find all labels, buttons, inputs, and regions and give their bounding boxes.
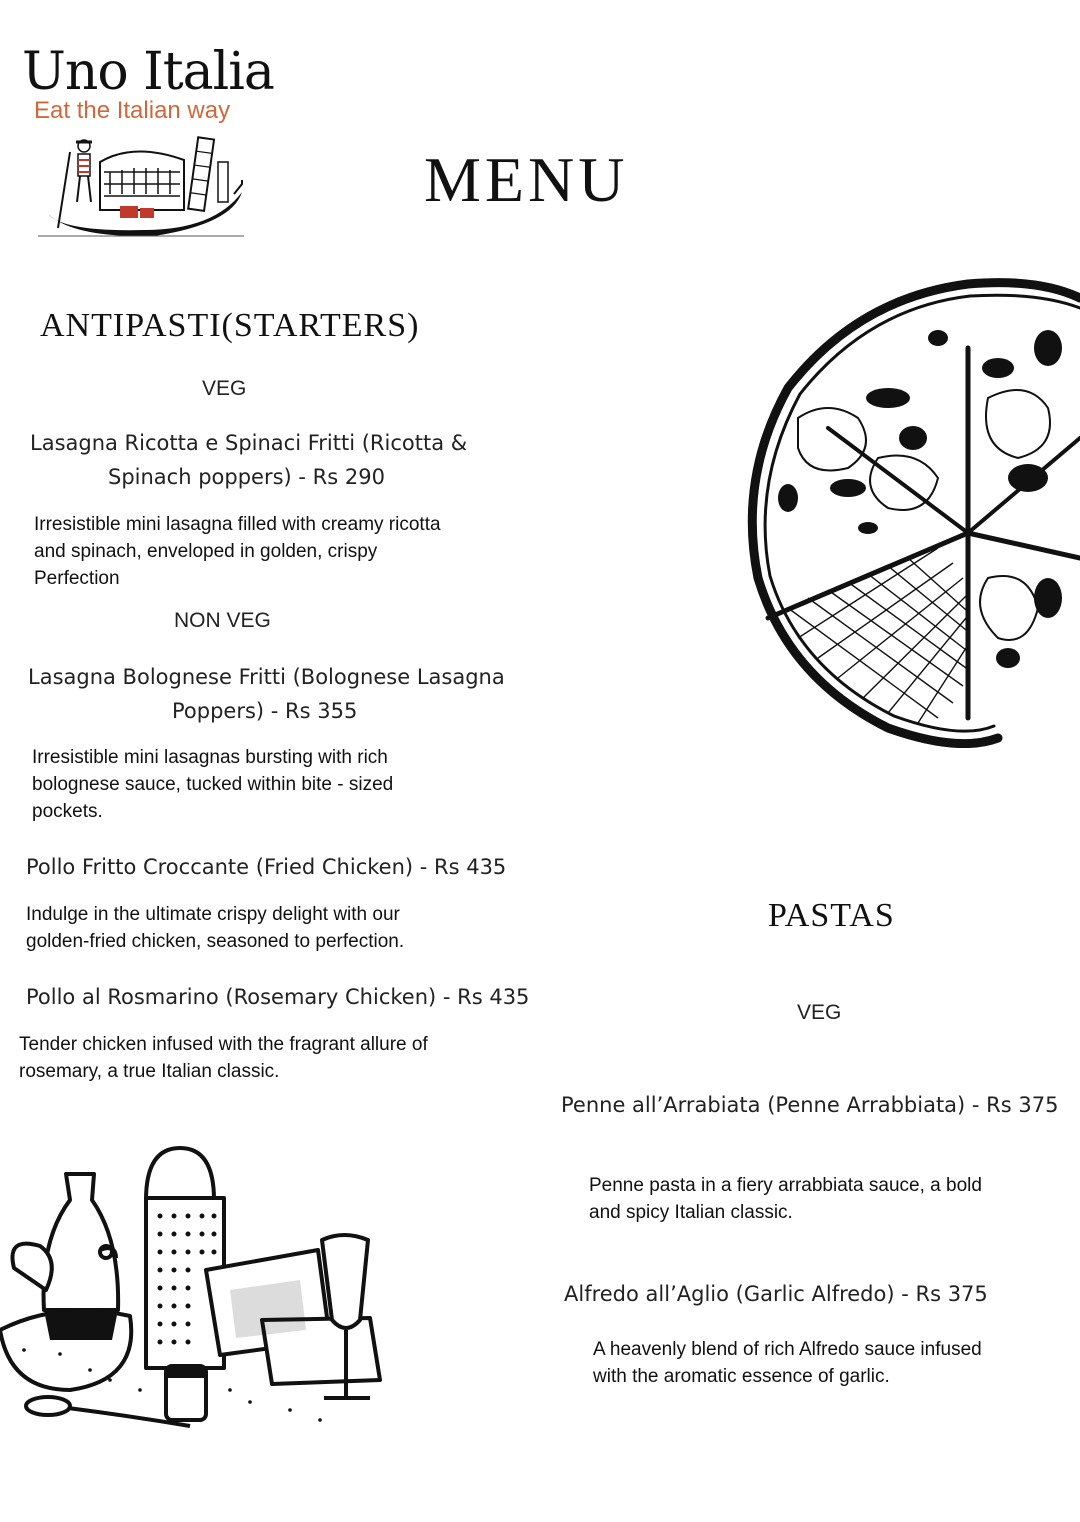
dish-description: Tender chicken infused with the fragrant allure of rosemary, a true Italian classic. bbox=[19, 1034, 428, 1082]
dish-name: Penne all’Arrabiata (Penne Arrabbiata) - Rs 375 bbox=[561, 1093, 1059, 1117]
pastas-title: PASTAS bbox=[768, 897, 895, 934]
dish-description: A heavenly blend of rich Alfredo sauce infused with the aromatic essence of garlic. bbox=[593, 1339, 982, 1387]
dish-description: Irresistible mini lasagna filled with creamy ricotta and spinach, enveloped in golden, crispy Perfection bbox=[34, 514, 441, 589]
kitchenware-sketch-illustration-icon bbox=[0, 1140, 400, 1440]
antipasti-nonveg-label: NON VEG bbox=[174, 609, 271, 632]
antipasti-veg-label: VEG bbox=[202, 377, 247, 400]
dish-description: Penne pasta in a fiery arrabbiata sauce, a bold and spicy Italian classic. bbox=[589, 1175, 982, 1223]
menu-title: MENU bbox=[424, 144, 629, 215]
antipasti-title: ANTIPASTI(STARTERS) bbox=[40, 307, 420, 344]
brand-name: Uno Italia bbox=[22, 42, 274, 102]
dish-name: Spinach poppers) - Rs 290 bbox=[108, 465, 385, 489]
colosseum-gondola-logo-icon bbox=[34, 132, 254, 240]
brand-tagline: Eat the Italian way bbox=[34, 97, 231, 124]
pastas-veg-label: VEG bbox=[797, 1001, 842, 1024]
dish-name: Lasagna Ricotta e Spinaci Fritti (Ricotta & bbox=[30, 431, 468, 455]
pizza-sketch-illustration-icon bbox=[738, 278, 1080, 748]
dish-name: Pollo Fritto Croccante (Fried Chicken) - Rs 435 bbox=[26, 855, 507, 879]
dish-description: Irresistible mini lasagnas bursting with rich bolognese sauce, tucked within bite - sized pockets. bbox=[32, 747, 394, 822]
dish-name: Alfredo all’Aglio (Garlic Alfredo) - Rs 375 bbox=[564, 1282, 988, 1306]
dish-description: Indulge in the ultimate crispy delight with our golden-fried chicken, seasoned to perfection. bbox=[26, 904, 405, 952]
dish-name: Pollo al Rosmarino (Rosemary Chicken) - Rs 435 bbox=[26, 985, 530, 1009]
dish-name: Lasagna Bolognese Fritti (Bolognese Lasagna bbox=[28, 665, 505, 689]
dish-name: Poppers) - Rs 355 bbox=[172, 699, 358, 723]
